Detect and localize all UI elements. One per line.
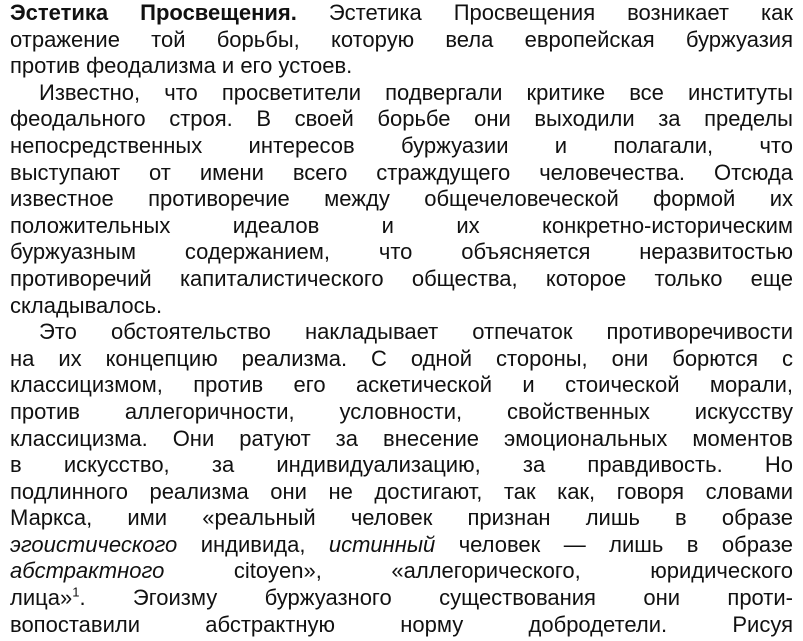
text-run: Это обстоятельство накладывает отпечаток противоречивости: [39, 319, 793, 345]
paragraph: [10, 0, 793, 80]
text-line: [10, 479, 793, 506]
text-line: [10, 0, 793, 27]
text-run: складывалось.: [10, 292, 163, 318]
text-run: отражение той борьбы, которую вела европейская буржуазия: [10, 26, 793, 52]
text-run: истинный: [328, 531, 436, 557]
text-line: [10, 106, 793, 133]
text-run: против аллегоричности, условности, свойственных искусству: [10, 398, 793, 424]
text-line: [10, 532, 793, 559]
text-line: [10, 612, 793, 639]
text-run: Известно, что просветители подвергали критике все институты: [39, 79, 793, 105]
text-run: Эстетика Просвещения возникает как: [296, 0, 793, 25]
paragraph: [10, 319, 793, 638]
text-run: непосредственных интересов буржуазии и полагали, что: [10, 132, 793, 158]
text-run: Маркса, ими «реальный человек признан лишь в образе: [10, 505, 793, 531]
text-run: против феодализма и его устоев.: [10, 53, 353, 79]
text-line: [10, 426, 793, 453]
text-run: буржуазным содержанием, что объясняется неразвитостью: [10, 239, 793, 265]
text-line: [10, 293, 793, 320]
text-run: классицизмом, против его аскетической и стоической морали,: [10, 372, 793, 398]
text-run: противоречий капиталистического общества, которое только еще: [10, 265, 793, 291]
text-run: . Эгоизму буржуазного существования они проти-: [79, 585, 793, 611]
text-line: [10, 585, 793, 612]
text-line: [10, 239, 793, 266]
text-line: [10, 266, 793, 293]
text-run: индивида,: [177, 531, 329, 557]
text-line: [10, 558, 793, 585]
text-line: [10, 160, 793, 187]
text-line: [10, 399, 793, 426]
text-run: вопоставили абстрактную норму добродетели. Рисуя: [10, 611, 793, 637]
text-line: [10, 213, 793, 240]
text-run: Эстетика Просвещения.: [10, 0, 297, 25]
text-run: в искусство, за индивидуализацию, за правдивость. Но: [10, 452, 793, 478]
text-line: [10, 505, 793, 532]
text-run: на их концепцию реализма. С одной стороны, они борются с: [10, 345, 793, 371]
text-line: [10, 372, 793, 399]
text-line: [10, 346, 793, 373]
text-run: лица»: [10, 585, 73, 611]
text-run: известное противоречие между общечеловеческой формой их: [10, 186, 793, 212]
text-run: подлинного реализма они не достигают, так как, говоря словами: [10, 478, 793, 504]
paragraph: [10, 80, 793, 319]
text-line: [10, 53, 793, 80]
text-run: абстрактного: [10, 558, 165, 584]
text-line: [10, 452, 793, 479]
text-run: citoyen», «аллегорического, юридического: [164, 558, 793, 584]
text-line: [10, 319, 793, 346]
text-run: феодального строя. В своей борьбе они выходили за пределы: [10, 106, 793, 132]
text-line: [10, 133, 793, 160]
text-run: человек — лишь в образе: [435, 531, 794, 557]
text-line: [10, 186, 793, 213]
text-line: [10, 80, 793, 107]
text-run: положительных идеалов и их конкретно-историческим: [10, 212, 793, 238]
text-run: классицизма. Они ратуют за внесение эмоциональных моментов: [10, 425, 793, 451]
text-run: эгоистического: [10, 531, 178, 557]
footnote-marker: 1: [72, 584, 80, 600]
text-run: выступают от имени всего страждущего человечества. Отсюда: [10, 159, 793, 185]
document-page: [10, 0, 793, 638]
text-line: [10, 27, 793, 54]
